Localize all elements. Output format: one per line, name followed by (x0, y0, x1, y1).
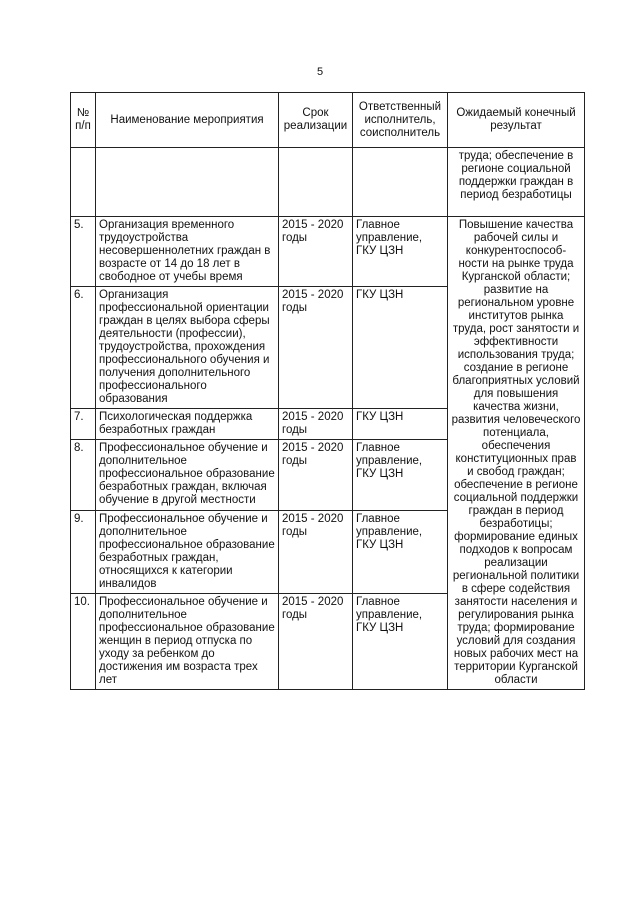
cell-term: 2015 - 2020 годы (279, 440, 353, 510)
cell-executor: ГКУ ЦЗН (353, 287, 448, 409)
table-row-continuation (71, 148, 585, 217)
page-number: 5 (316, 66, 324, 78)
cell-num: 9. (71, 510, 96, 593)
cell-num: 5. (71, 217, 96, 287)
header-num: № п/п (71, 93, 96, 148)
cell-result-merged: Повышение качества рабочей силы и конкурентоспособ-ности на рынке труда Курганской области; развитие на региональном уровне институтов рынка труда, рост занятости и эффективности использования труда; создание в регионе благоприятных условий для повышения качества жизни, развития человеческого потенциала, обеспечения конституционных прав и свобод граждан; обеспечение в регионе социальной поддержки граждан в период безработицы; формирование единых подходов к вопросам реализации региональной политики в сфере содействия занятости населения и регулирования рынка труда; формирование условий для создания новых рабочих мест на территории Курганской области (448, 217, 585, 690)
cell-num: 8. (71, 440, 96, 510)
cell-executor: ГКУ ЦЗН (353, 409, 448, 440)
header-executor: Ответственный исполнитель, соисполнитель (353, 93, 448, 148)
cell-name (96, 148, 279, 217)
cell-name: Психологическая поддержка безработных граждан (96, 409, 279, 440)
header-result: Ожидаемый конечный результат (448, 93, 585, 148)
cell-name: Профессиональное обучение и дополнительное профессиональное образование безработных граждан, включая обучение в другой местности (96, 440, 279, 510)
cell-result-continuation: труда; обеспечение в регионе социальной поддержки граждан в период безработицы (448, 148, 585, 217)
cell-term: 2015 - 2020 годы (279, 510, 353, 593)
table-row (71, 217, 585, 287)
cell-num (71, 148, 96, 217)
table-header-row (71, 93, 585, 148)
cell-executor: Главное управление, ГКУ ЦЗН (353, 510, 448, 593)
cell-executor (353, 148, 448, 217)
measures-table (70, 92, 585, 690)
cell-num: 6. (71, 287, 96, 409)
cell-term: 2015 - 2020 годы (279, 409, 353, 440)
cell-executor: Главное управление, ГКУ ЦЗН (353, 440, 448, 510)
cell-term: 2015 - 2020 годы (279, 287, 353, 409)
cell-executor: Главное управление, ГКУ ЦЗН (353, 593, 448, 689)
header-term: Срок реализации (279, 93, 353, 148)
cell-num: 7. (71, 409, 96, 440)
cell-num: 10. (71, 593, 96, 689)
cell-name: Организация временного трудоустройства несовершеннолетних граждан в возрасте от 14 до 18 лет в свободное от учебы время (96, 217, 279, 287)
cell-name: Профессиональное обучение и дополнительное профессиональное образование безработных граждан, относящихся к категории инвалидов (96, 510, 279, 593)
cell-name: Профессиональное обучение и дополнительное профессиональное образование женщин в период отпуска по уходу за ребенком до достижения им возраста трех лет (96, 593, 279, 689)
cell-term: 2015 - 2020 годы (279, 593, 353, 689)
header-name: Наименование мероприятия (96, 93, 279, 148)
cell-term (279, 148, 353, 217)
cell-executor: Главное управление, ГКУ ЦЗН (353, 217, 448, 287)
cell-name: Организация профессиональной ориентации граждан в целях выбора сферы деятельности (профессии), трудоустройства, прохождения профессионального обучения и получения дополнительного профессионального образования (96, 287, 279, 409)
cell-term: 2015 - 2020 годы (279, 217, 353, 287)
